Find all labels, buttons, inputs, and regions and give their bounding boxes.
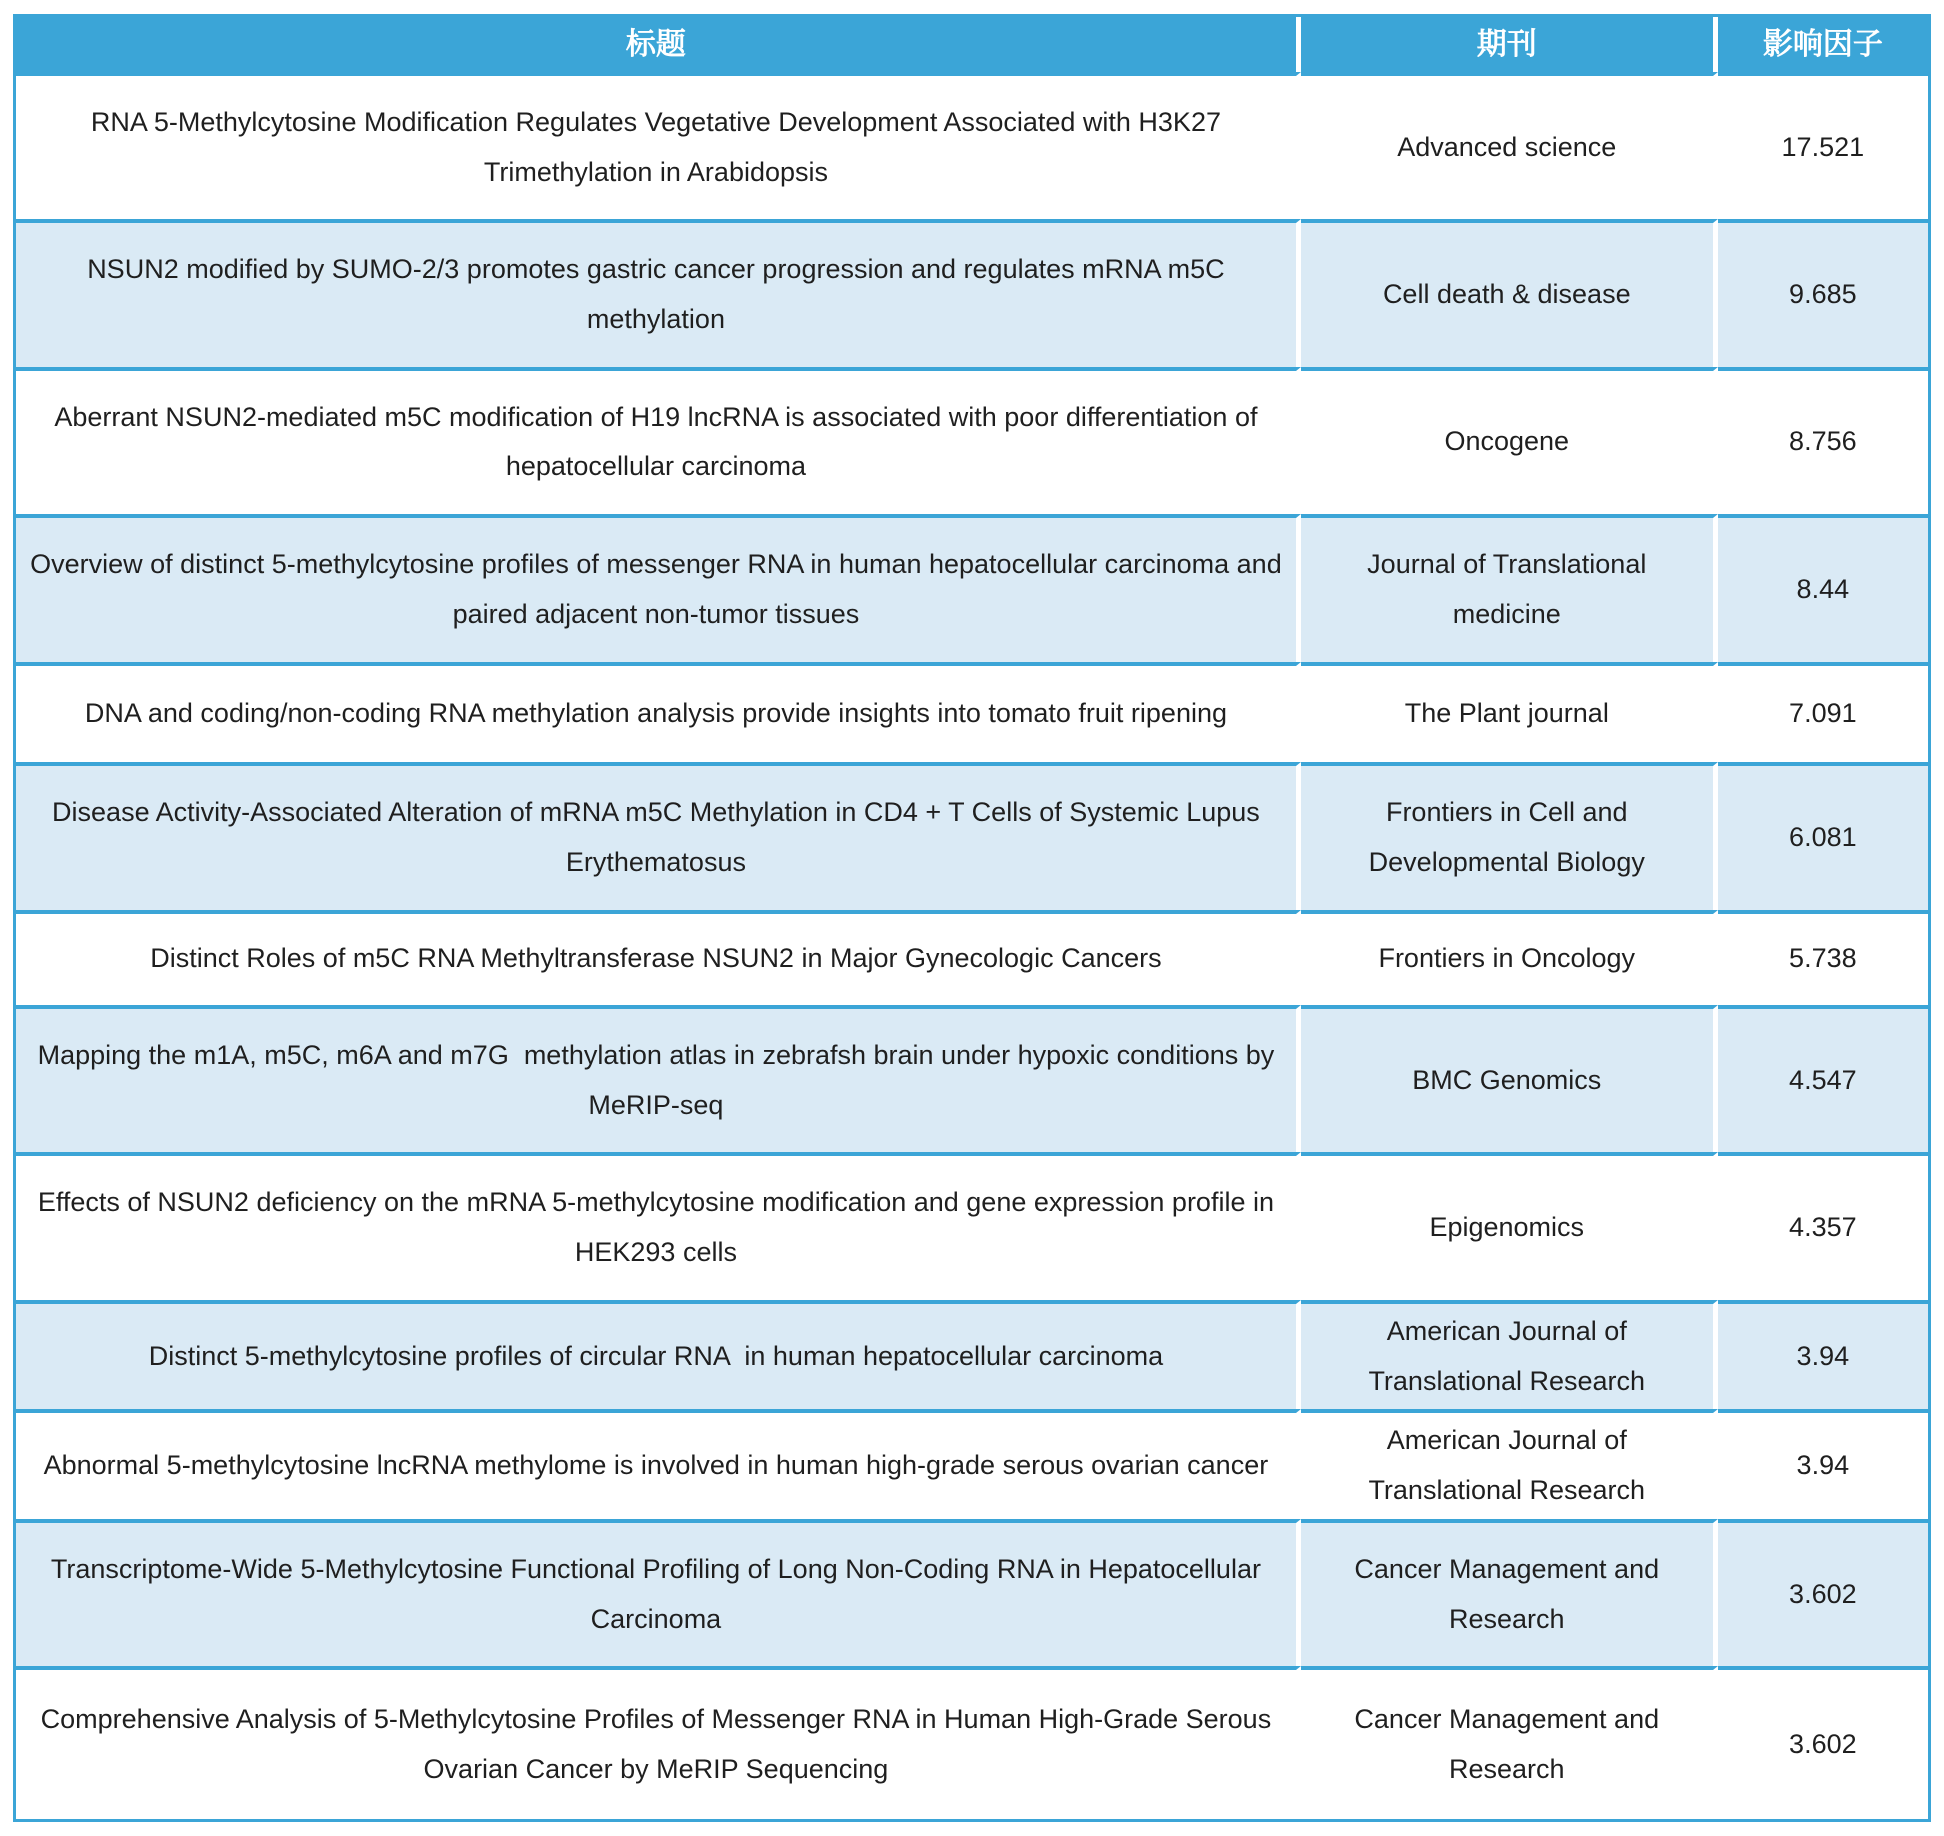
title-cell: Comprehensive Analysis of 5-Methylcytosine Profiles of Messenger RNA in Human High-Grade Serous Ovarian Cancer by MeRIP Sequencing xyxy=(16,1666,1301,1819)
title-cell: Transcriptome-Wide 5-Methylcytosine Functional Profiling of Long Non-Coding RNA in Hepatocellular Carcinoma xyxy=(16,1519,1301,1666)
table-row xyxy=(16,1666,1928,1819)
title-cell: Abnormal 5-methylcytosine lncRNA methylome is involved in human high-grade serous ovarian cancer xyxy=(16,1409,1301,1519)
journal-cell: American Journal of Translational Research xyxy=(1301,1409,1718,1519)
publications-table xyxy=(13,14,1931,1822)
journal-cell: Cancer Management and Research xyxy=(1301,1519,1718,1666)
table-row xyxy=(16,367,1928,514)
journal-cell: Frontiers in Oncology xyxy=(1301,910,1718,1006)
journal-cell: BMC Genomics xyxy=(1301,1005,1718,1152)
impact-factor-cell: 3.94 xyxy=(1718,1409,1928,1519)
table-row xyxy=(16,1005,1928,1152)
impact-factor-cell: 6.081 xyxy=(1718,762,1928,909)
table-row xyxy=(16,762,1928,909)
column-header-title: 标题 xyxy=(16,17,1301,72)
column-header-impact-factor: 影响因子 xyxy=(1718,17,1928,72)
impact-factor-cell: 4.357 xyxy=(1718,1152,1928,1299)
table-row xyxy=(16,1300,1928,1410)
title-cell: Distinct 5-methylcytosine profiles of circular RNA in human hepatocellular carcinoma xyxy=(16,1300,1301,1410)
title-cell: Overview of distinct 5-methylcytosine profiles of messenger RNA in human hepatocellular carcinoma and paired adjacent non-tumor tissues xyxy=(16,514,1301,661)
title-cell: Effects of NSUN2 deficiency on the mRNA 5-methylcytosine modification and gene expression profile in HEK293 cells xyxy=(16,1152,1301,1299)
journal-cell: Advanced science xyxy=(1301,72,1718,219)
journal-cell: Cell death & disease xyxy=(1301,219,1718,366)
table-row xyxy=(16,1519,1928,1666)
impact-factor-cell: 3.602 xyxy=(1718,1519,1928,1666)
impact-factor-cell: 3.94 xyxy=(1718,1300,1928,1410)
journal-cell: Oncogene xyxy=(1301,367,1718,514)
journal-cell: The Plant journal xyxy=(1301,662,1718,763)
table-body xyxy=(16,72,1928,1819)
impact-factor-cell: 7.091 xyxy=(1718,662,1928,763)
header-row xyxy=(16,17,1928,72)
table-row xyxy=(16,219,1928,366)
impact-factor-cell: 8.44 xyxy=(1718,514,1928,661)
title-cell: RNA 5-Methylcytosine Modification Regulates Vegetative Development Associated with H3K27 Trimethylation in Arabidopsis xyxy=(16,72,1301,219)
table-row xyxy=(16,1409,1928,1519)
table-row xyxy=(16,1152,1928,1299)
impact-factor-cell: 8.756 xyxy=(1718,367,1928,514)
table-row xyxy=(16,72,1928,219)
impact-factor-cell: 5.738 xyxy=(1718,910,1928,1006)
journal-cell: Journal of Translational medicine xyxy=(1301,514,1718,661)
title-cell: Disease Activity-Associated Alteration of mRNA m5C Methylation in CD4 + T Cells of Systemic Lupus Erythematosus xyxy=(16,762,1301,909)
title-cell: NSUN2 modified by SUMO-2/3 promotes gastric cancer progression and regulates mRNA m5C methylation xyxy=(16,219,1301,366)
impact-factor-cell: 17.521 xyxy=(1718,72,1928,219)
table-row xyxy=(16,910,1928,1006)
title-cell: Distinct Roles of m5C RNA Methyltransferase NSUN2 in Major Gynecologic Cancers xyxy=(16,910,1301,1006)
table-row xyxy=(16,662,1928,763)
impact-factor-cell: 3.602 xyxy=(1718,1666,1928,1819)
table-row xyxy=(16,514,1928,661)
journal-cell: Epigenomics xyxy=(1301,1152,1718,1299)
journal-cell: Frontiers in Cell and Developmental Biology xyxy=(1301,762,1718,909)
title-cell: Mapping the m1A, m5C, m6A and m7G methylation atlas in zebrafsh brain under hypoxic conditions by MeRIP-seq xyxy=(16,1005,1301,1152)
column-header-journal: 期刊 xyxy=(1301,17,1718,72)
journal-cell: Cancer Management and Research xyxy=(1301,1666,1718,1819)
title-cell: DNA and coding/non-coding RNA methylation analysis provide insights into tomato fruit ripening xyxy=(16,662,1301,763)
impact-factor-cell: 9.685 xyxy=(1718,219,1928,366)
title-cell: Aberrant NSUN2-mediated m5C modification of H19 lncRNA is associated with poor differentiation of hepatocellular carcinoma xyxy=(16,367,1301,514)
impact-factor-cell: 4.547 xyxy=(1718,1005,1928,1152)
journal-cell: American Journal of Translational Research xyxy=(1301,1300,1718,1410)
